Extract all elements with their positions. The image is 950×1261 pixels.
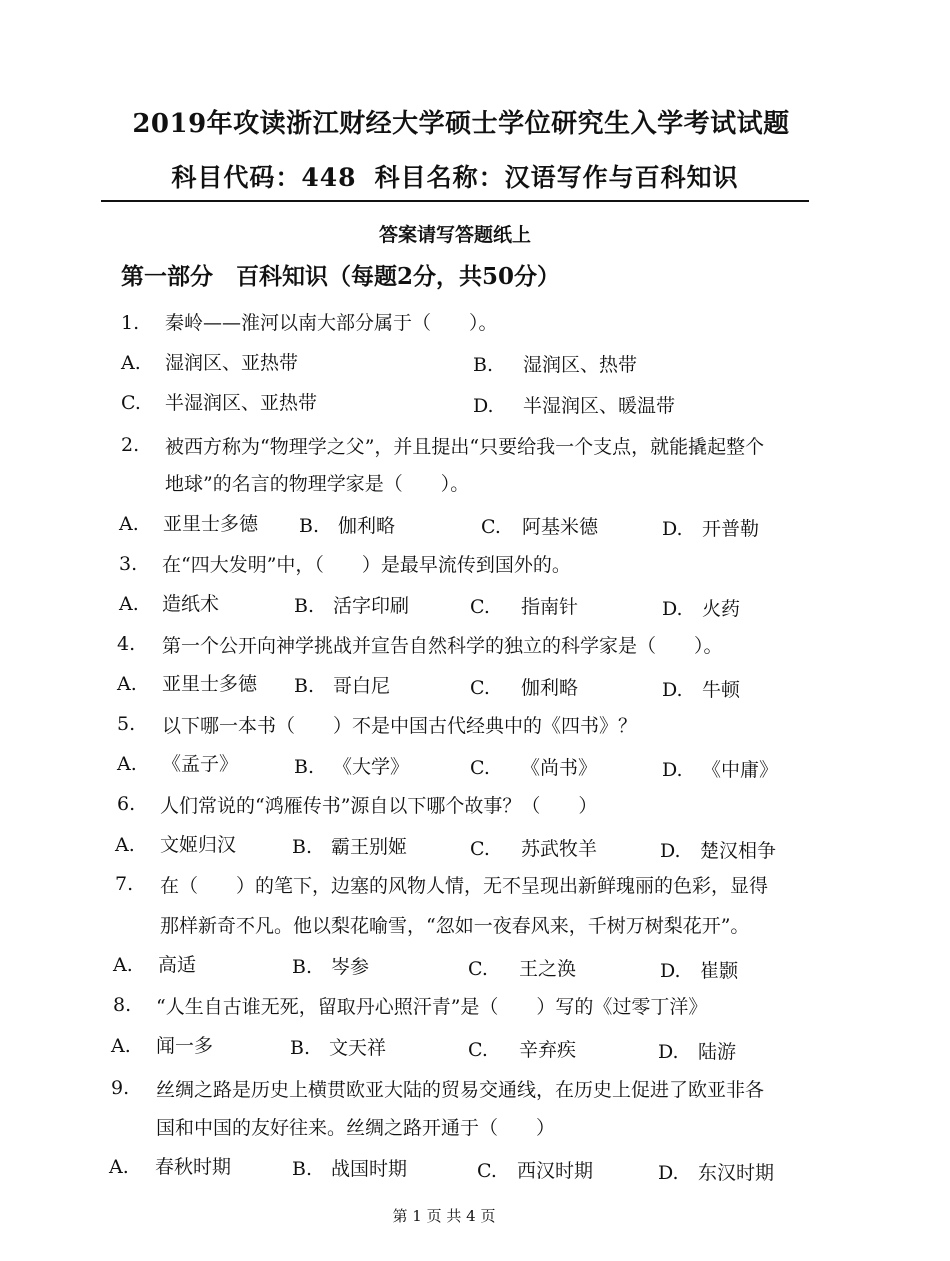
question-text: 地球”的名言的物理学家是（ ）。	[165, 473, 470, 495]
option-text: 王之涣	[519, 958, 577, 980]
option-label: D.	[662, 679, 683, 701]
option-label: A.	[113, 954, 133, 976]
option-label: C.	[470, 838, 490, 860]
question-number: 6.	[117, 793, 136, 815]
option-text: 文天祥	[329, 1037, 387, 1059]
option-label: D.	[660, 960, 681, 982]
question-number: 4.	[117, 633, 136, 655]
option-text: 崔颢	[700, 960, 739, 982]
question-text: 被西方称为“物理学之父”，并且提出“只要给我一个支点，就能撬起整个	[165, 436, 765, 458]
question-text: 秦岭——淮河以南大部分属于（ ）。	[165, 312, 498, 334]
subject-line	[0, 158, 910, 194]
question-number: 5.	[117, 713, 136, 735]
option-label: A.	[119, 593, 139, 615]
option-text: 亚里士多德	[163, 513, 259, 535]
option-text: 西汉时期	[517, 1160, 594, 1182]
question-number: 8.	[113, 994, 132, 1016]
option-label: C.	[481, 516, 501, 538]
option-label: C.	[121, 392, 141, 414]
option-label: A.	[115, 834, 135, 856]
option-text: 亚里士多德	[162, 673, 258, 695]
option-text: 指南针	[521, 596, 579, 618]
option-text: 《中庸》	[702, 759, 779, 781]
question-text: 国和中国的友好往来。丝绸之路开通于（ ）	[156, 1117, 556, 1139]
option-label: D.	[662, 518, 683, 540]
option-label: A.	[119, 513, 139, 535]
option-text: 《尚书》	[521, 757, 598, 779]
option-label: D.	[660, 840, 681, 862]
question-number: 3.	[119, 553, 138, 575]
option-label: D.	[662, 759, 683, 781]
option-label: B.	[294, 675, 315, 697]
option-text: 东汉时期	[698, 1162, 775, 1184]
option-label: C.	[477, 1160, 497, 1182]
subject-name-label: 科目名称：	[374, 163, 505, 192]
option-label: D.	[658, 1162, 679, 1184]
option-text: 陆游	[698, 1041, 737, 1063]
option-text: 牛顿	[702, 679, 741, 701]
option-label: C.	[468, 1039, 488, 1061]
exam-title: 2019年攻读浙江财经大学硕士学位研究生入学考试试题	[132, 109, 790, 139]
option-text: 活字印刷	[333, 595, 410, 617]
option-text: 苏武牧羊	[521, 838, 598, 860]
question-text: 以下哪一本书（ ）不是中国古代经典中的《四书》？	[162, 715, 638, 737]
question-text: 那样新奇不凡。他以梨花喻雪，“忽如一夜春风来，千树万树梨花开”。	[160, 915, 750, 937]
question-text: 丝绸之路是历史上横贯欧亚大陆的贸易交通线，在历史上促进了欧亚非各	[156, 1079, 765, 1101]
option-label: C.	[470, 757, 490, 779]
option-text: 火药	[702, 598, 741, 620]
subject-code: 448	[301, 163, 357, 192]
subject-code-label: 科目代码：	[171, 163, 302, 192]
option-label: A.	[121, 352, 141, 374]
option-text: 哥白尼	[333, 675, 391, 697]
header-divider	[101, 200, 809, 202]
option-text: 闻一多	[156, 1035, 214, 1057]
option-label: B.	[294, 756, 315, 778]
option-label: A.	[117, 753, 137, 775]
option-label: C.	[470, 677, 490, 699]
option-text: 辛弃疾	[519, 1039, 577, 1061]
option-text: 春秋时期	[155, 1156, 232, 1178]
option-label: A.	[117, 673, 137, 695]
option-text: 开普勒	[702, 518, 760, 540]
question-number: 1.	[121, 312, 140, 334]
option-label: D.	[473, 395, 494, 417]
page-footer: 第 1 页 共 4 页	[392, 1207, 496, 1225]
option-text: 岑参	[331, 956, 370, 978]
option-label: B.	[292, 836, 313, 858]
option-label: B.	[292, 956, 313, 978]
option-label: C.	[468, 958, 488, 980]
option-label: B.	[294, 595, 315, 617]
option-text: 《大学》	[333, 756, 410, 778]
option-text: 伽利略	[521, 677, 579, 699]
option-label: B.	[290, 1037, 311, 1059]
option-text: 文姬归汉	[160, 834, 237, 856]
question-text: “人生自古谁无死，留取丹心照汗青”是（ ）写的《过零丁洋》	[156, 996, 708, 1018]
option-text: 高适	[158, 954, 197, 976]
question-number: 2.	[121, 434, 140, 456]
answer-note: 答案请写答题纸上	[378, 224, 531, 246]
option-text: 伽利略	[338, 515, 396, 537]
option-label: D.	[662, 598, 683, 620]
question-text: 第一个公开向神学挑战并宣告自然科学的独立的科学家是（ ）。	[162, 635, 723, 657]
question-number: 9.	[111, 1077, 130, 1099]
option-text: 楚汉相争	[700, 840, 777, 862]
option-text: 湿润区、亚热带	[165, 352, 299, 374]
option-text: 战国时期	[331, 1158, 408, 1180]
section-title: 第一部分 百科知识（每题2分，共50分）	[121, 263, 561, 290]
question-text: 在（ ）的笔下，边塞的风物人情，无不呈现出新鲜瑰丽的色彩，显得	[160, 875, 769, 897]
subject-name: 汉语写作与百科知识	[504, 163, 739, 192]
option-text: 霸王别姬	[331, 836, 408, 858]
option-text: 造纸术	[162, 593, 220, 615]
question-text: 在“四大发明”中，（ ）是最早流传到国外的。	[162, 554, 571, 576]
option-label: C.	[470, 596, 490, 618]
option-label: B.	[292, 1158, 313, 1180]
option-text: 半湿润区、亚热带	[165, 392, 318, 414]
option-label: A.	[111, 1035, 131, 1057]
option-label: A.	[109, 1156, 129, 1178]
option-label: B.	[473, 354, 494, 376]
question-text: 人们常说的“鸿雁传书”源自以下哪个故事？（ ）	[160, 795, 598, 817]
option-text: 《孟子》	[162, 753, 239, 775]
question-number: 7.	[115, 873, 134, 895]
option-text: 阿基米德	[522, 516, 599, 538]
option-text: 半湿润区、暖温带	[523, 395, 676, 417]
option-label: D.	[658, 1041, 679, 1063]
option-text: 湿润区、热带	[523, 354, 638, 376]
option-label: B.	[299, 515, 320, 537]
